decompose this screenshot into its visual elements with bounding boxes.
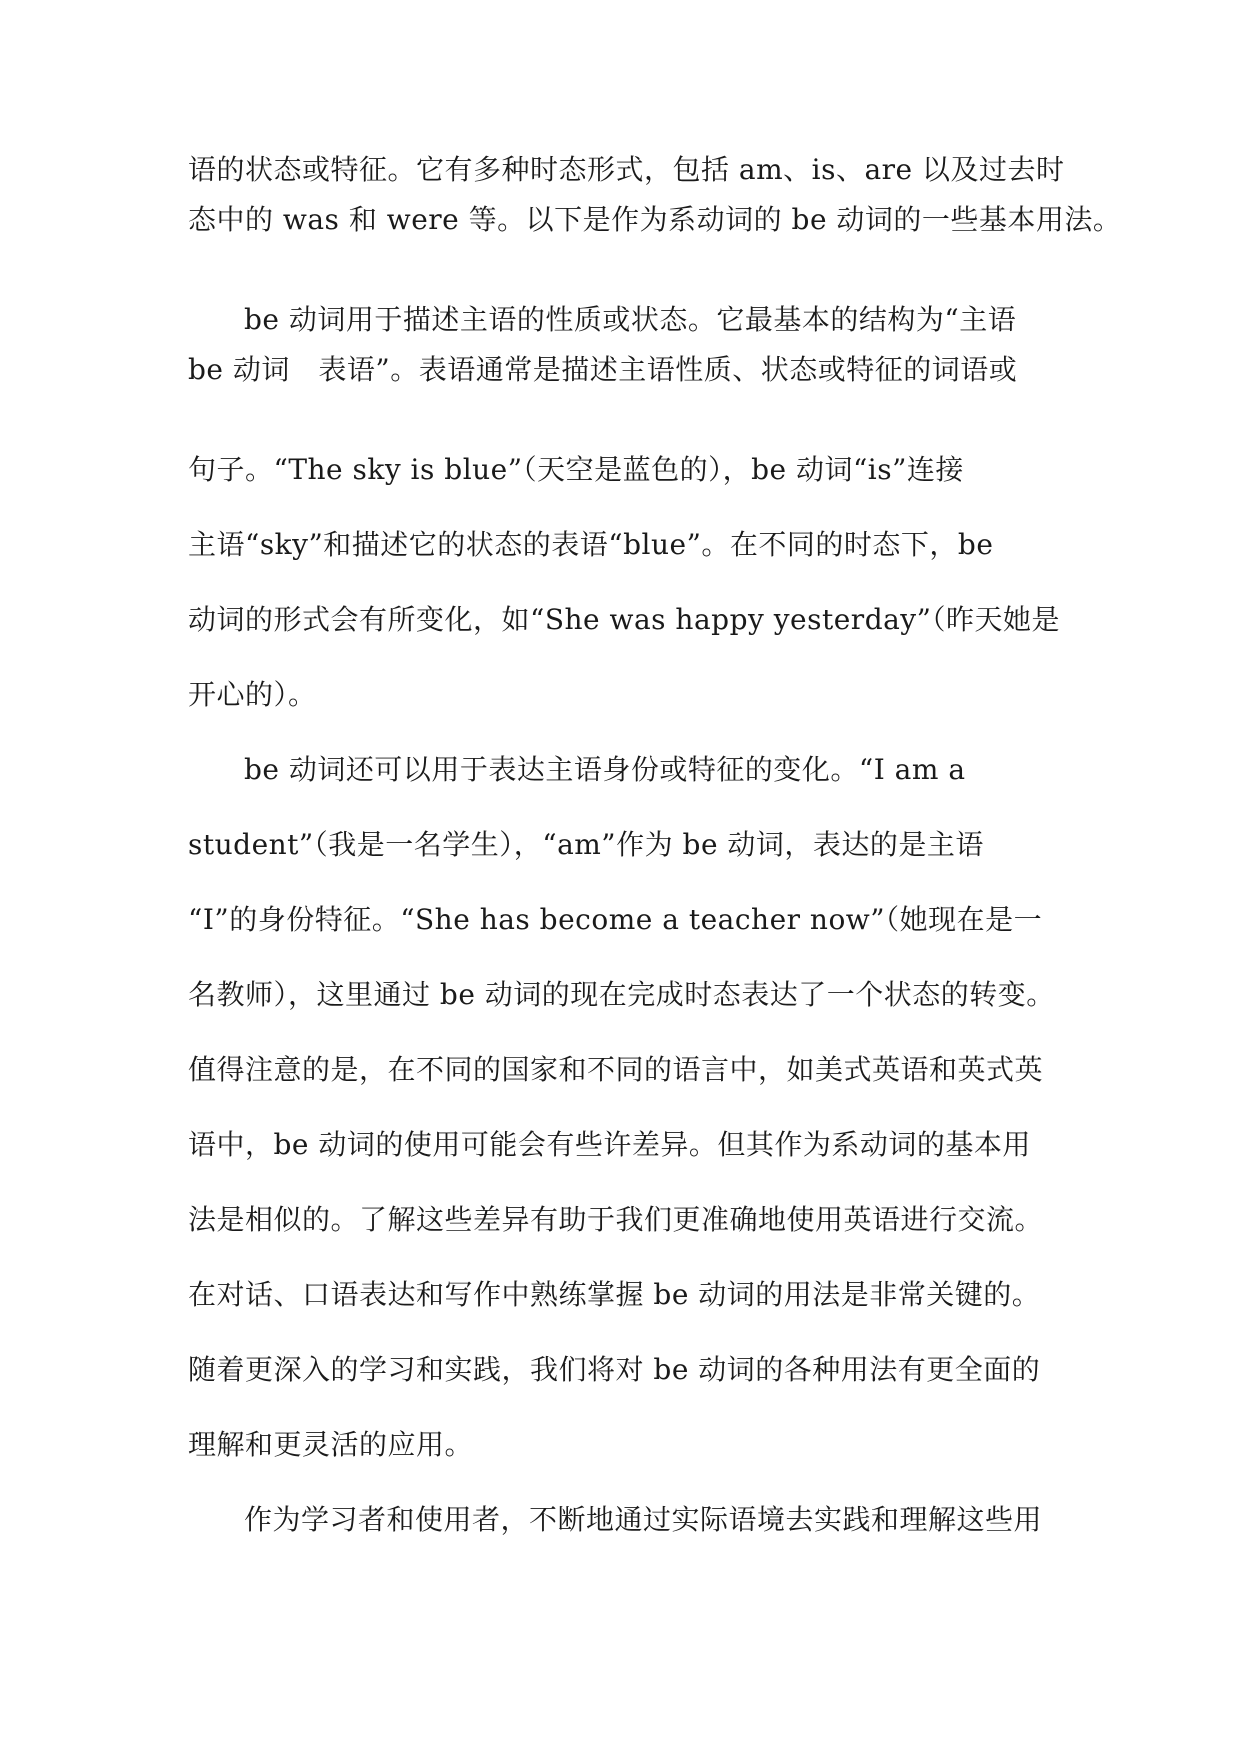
text-line: 动词的形式会有所变化，如“She was happy yesterday”（昨天她是 [188,603,1060,636]
text-line: “I”的身份特征。“She has become a teacher now”（她现在是一 [188,903,1043,936]
text-line: 值得注意的是，在不同的国家和不同的语言中，如美式英语和英式英 [188,1053,1044,1086]
text-line: 句子。“The sky is blue”（天空是蓝色的），be 动词“is”连接 [188,453,964,486]
text-line: 语中，be 动词的使用可能会有些许差异。但其作为系动词的基本用 [188,1128,1031,1161]
text-line: 名教师），这里通过 be 动词的现在完成时态表达了一个状态的转变。 [188,978,1055,1011]
text-line: 态中的 was 和 were 等。以下是作为系动词的 be 动词的一些基本用法。 [188,203,1122,236]
text-line: 理解和更灵活的应用。 [188,1428,474,1461]
text-line: 法是相似的。了解这些差异有助于我们更准确地使用英语进行交流。 [188,1203,1044,1236]
text-line: 开心的）。 [188,678,317,711]
text-line: be 动词 表语”。表语通常是描述主语性质、状态或特征的词语或 [188,353,1018,386]
text-line: student”（我是一名学生），“am”作为 be 动词，表达的是主语 [188,828,984,861]
text-line: 语的状态或特征。它有多种时态形式，包括 am、is、are 以及过去时 [188,153,1065,186]
text-line: 在对话、口语表达和写作中熟练掌握 be 动词的用法是非常关键的。 [188,1278,1041,1311]
text-line: 主语“sky”和描述它的状态的表语“blue”。在不同的时态下，be [188,528,994,561]
paragraph-first-line: 作为学习者和使用者，不断地通过实际语境去实践和理解这些用 [244,1503,1043,1536]
text-line: 随着更深入的学习和实践，我们将对 be 动词的各种用法有更全面的 [188,1353,1041,1386]
paragraph-first-line: be 动词还可以用于表达主语身份或特征的变化。“I am a [244,753,966,786]
paragraph-first-line: be 动词用于描述主语的性质或状态。它最基本的结构为“主语 [244,303,1017,336]
